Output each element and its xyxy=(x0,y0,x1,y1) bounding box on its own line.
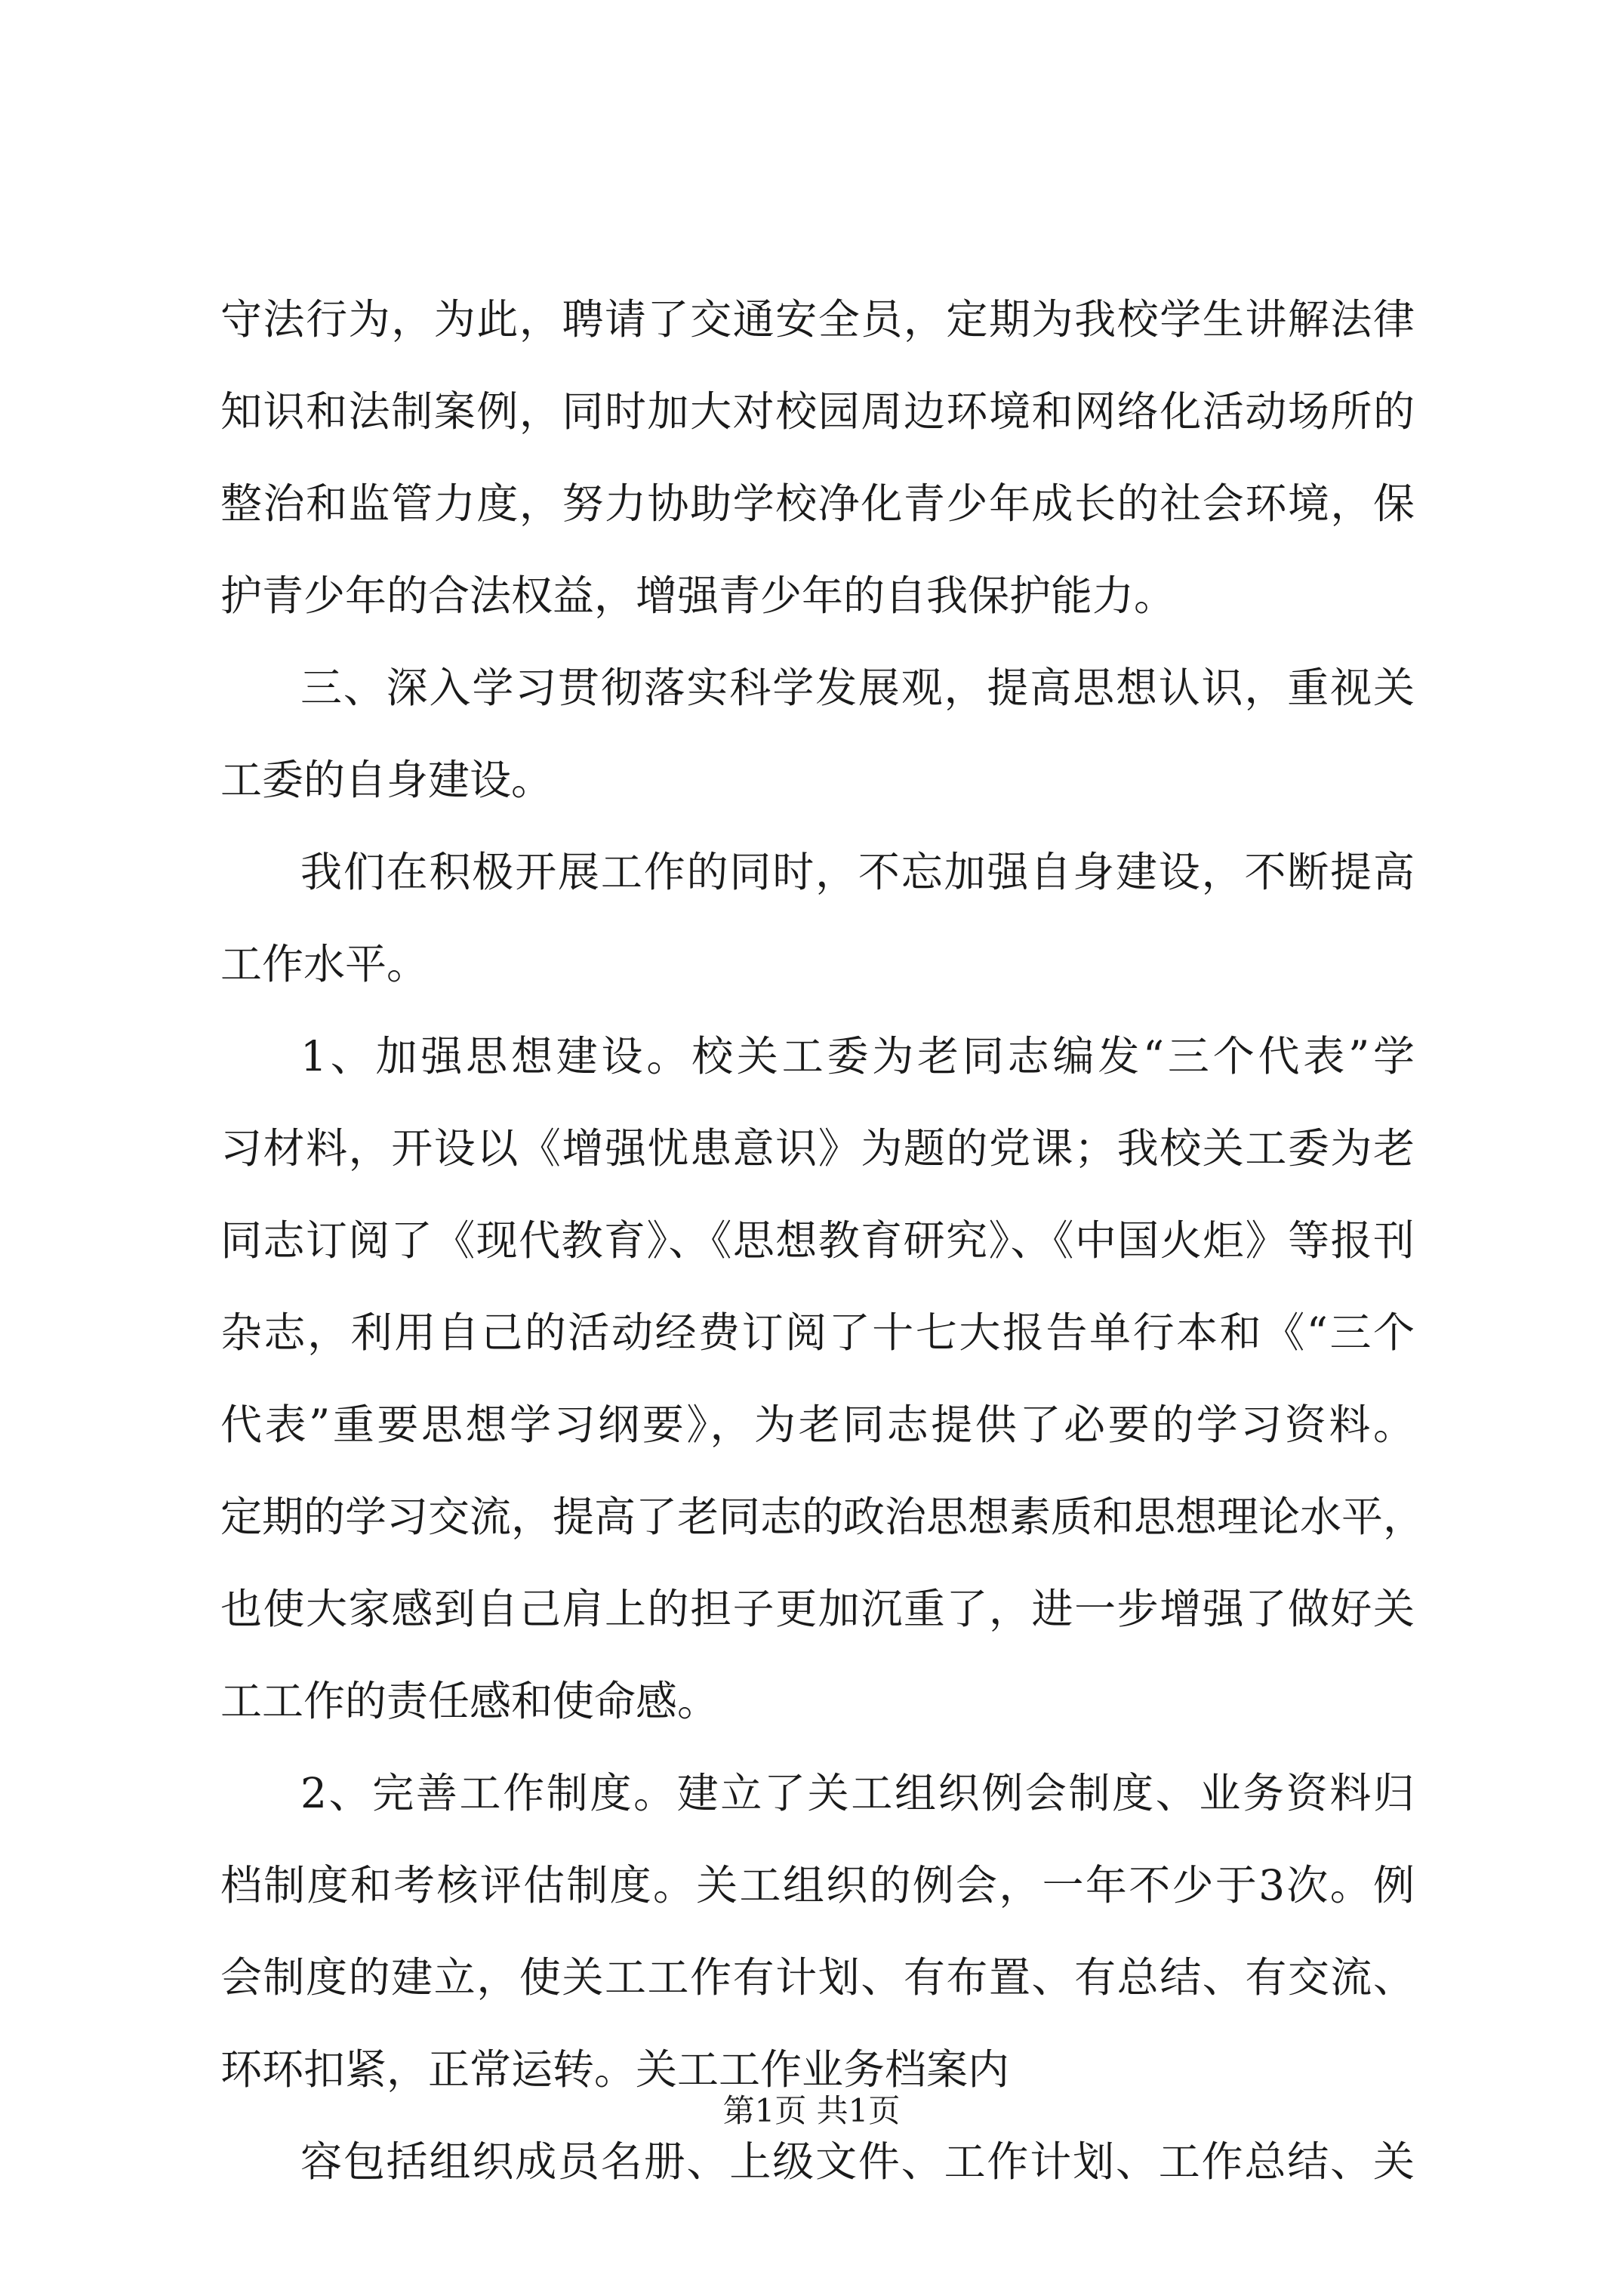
text-line: 护青少年的合法权益，增强青少年的自我保护能力。 xyxy=(220,572,1176,620)
text-line: 工作水平。 xyxy=(220,940,429,988)
text-line: 我们在积极开展工作的同时，不忘加强自身建设，不断提高 xyxy=(300,848,1415,896)
text-line: 工工作的责任感和使命感。 xyxy=(220,1677,719,1725)
section-heading-line: 三、深入学习贯彻落实科学发展观，提高思想认识，重视关 xyxy=(300,664,1415,712)
text-line: 杂志，利用自己的活动经费订阅了十七大报告单行本和《“三个 xyxy=(220,1308,1415,1357)
text-line: 定期的学习交流，提高了老同志的政治思想素质和思想理论水平， xyxy=(220,1493,1425,1541)
text-line: 环环扣紧，正常运转。关工工作业务档案内 xyxy=(220,2045,1010,2094)
text-line: 容包括组织成员名册、上级文件、工作计划、工作总结、关 xyxy=(300,2137,1415,2186)
text-line: 会制度的建立，使关工工作有计划、有布置、有总结、有交流、 xyxy=(220,1953,1415,2002)
text-line: 1、加强思想建设。校关工委为老同志编发“三个代表”学 xyxy=(300,1032,1415,1080)
text-line: 知识和法制案例，同时加大对校园周边环境和网络化活动场所的 xyxy=(220,387,1415,436)
text-line: 同志订阅了《现代教育》、《思想教育研究》、《中国火炬》等报刊 xyxy=(220,1216,1415,1265)
text-line: 整治和监管力度，努力协助学校净化青少年成长的社会环境，保 xyxy=(220,479,1415,528)
text-line: 守法行为，为此，聘请了交通安全员，定期为我校学生讲解法律 xyxy=(220,295,1415,344)
page-footer: 第1页 共1页 xyxy=(722,2092,901,2129)
section-heading-line: 工委的自身建设。 xyxy=(220,756,553,804)
text-line: 2、完善工作制度。建立了关工组织例会制度、业务资料归 xyxy=(300,1769,1415,1817)
text-line: 习材料，开设以《增强忧患意识》为题的党课；我校关工委为老 xyxy=(220,1124,1415,1173)
text-line: 代表”重要思想学习纲要》，为老同志提供了必要的学习资料。 xyxy=(220,1401,1415,1449)
text-line: 也使大家感到自己肩上的担子更加沉重了，进一步增强了做好关 xyxy=(220,1585,1415,1633)
text-line: 档制度和考核评估制度。关工组织的例会，一年不少于3次。例 xyxy=(220,1861,1415,1909)
